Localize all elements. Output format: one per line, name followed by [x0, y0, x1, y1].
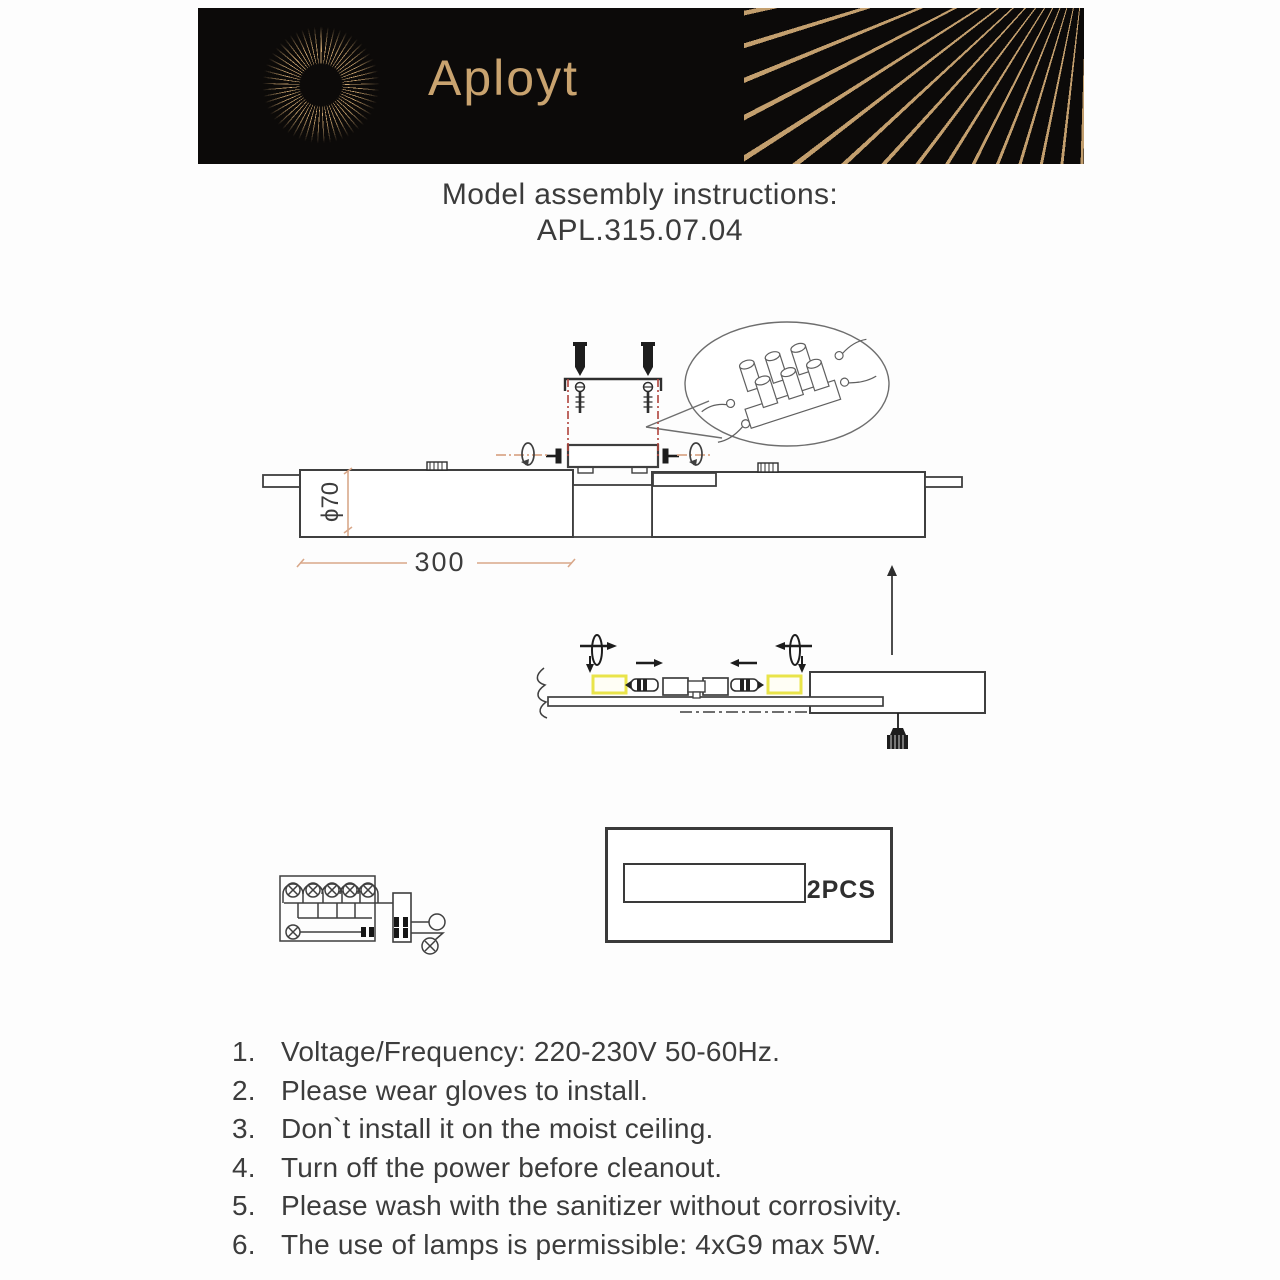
instruction-number: 6. — [232, 1228, 256, 1260]
g9-bulb — [625, 679, 658, 691]
instruction-number: 4. — [232, 1151, 256, 1183]
brand-name: Aployt — [428, 50, 579, 106]
locking-knob — [887, 713, 908, 749]
lamp-symbol — [283, 883, 303, 903]
model-number: APL.315.07.04 — [536, 214, 744, 247]
instruction-item — [232, 1149, 1062, 1188]
glass-shade-highlight — [768, 676, 801, 693]
lamp-holders — [663, 678, 728, 698]
brand-banner — [198, 8, 1084, 164]
instruction-text: Turn off the power before cleanout. — [281, 1151, 723, 1183]
instruction-text: The use of lamps is permissible: 4xG9 max 5W. — [281, 1228, 882, 1260]
instruction-text: Voltage/Frequency: 220-230V 50-60Hz. — [281, 1036, 781, 1067]
instruction-number: 2. — [232, 1074, 256, 1106]
fixture-body — [263, 445, 962, 537]
diameter-dimension-label: ϕ70 — [317, 481, 344, 522]
instruction-item — [232, 1072, 1062, 1111]
mounting-screw — [576, 383, 653, 414]
wall-anchor — [573, 342, 655, 376]
package-qty-label: 2PCS — [806, 876, 876, 904]
rotation-arrow — [580, 635, 812, 673]
lamp-symbol — [286, 925, 300, 939]
instruction-text: Don`t install it on the moist ceiling. — [281, 1113, 714, 1145]
tube-part-outline — [623, 863, 806, 903]
package-contents-box — [605, 827, 893, 943]
instructions-list — [232, 1033, 1062, 1265]
g9-bulb — [731, 679, 764, 691]
lamp-symbol — [322, 883, 342, 903]
instruction-number: 3. — [232, 1113, 256, 1145]
page-title: Model assembly instructions: — [441, 178, 839, 211]
length-dimension-label: 300 — [414, 547, 466, 577]
starburst-logo-icon — [260, 24, 382, 146]
junction-circle — [429, 914, 445, 930]
instruction-item — [232, 1226, 1062, 1265]
instruction-number: 5. — [232, 1190, 256, 1222]
glass-shade-highlight — [593, 676, 626, 693]
insert-arrow — [636, 659, 757, 667]
instruction-item — [232, 1187, 1062, 1226]
instruction-text: Please wash with the sanitizer without corrosivity. — [281, 1190, 903, 1222]
break-squiggle — [537, 668, 547, 718]
instruction-text: Please wear gloves to install. — [281, 1074, 649, 1106]
support-rod — [548, 697, 883, 706]
diagram-lamp-assembly — [530, 555, 1140, 760]
lamp-symbol — [340, 883, 360, 903]
diagram-wiring-schematic — [270, 865, 470, 965]
instruction-number: 1. — [232, 1036, 256, 1067]
lamp-symbol — [422, 938, 438, 954]
lamp-symbol — [303, 883, 323, 903]
decorative-rays — [744, 8, 1084, 164]
instruction-item — [232, 1033, 1062, 1072]
instruction-item — [232, 1110, 1062, 1149]
lift-arrow — [887, 565, 897, 655]
mount-bracket-line — [565, 379, 661, 391]
